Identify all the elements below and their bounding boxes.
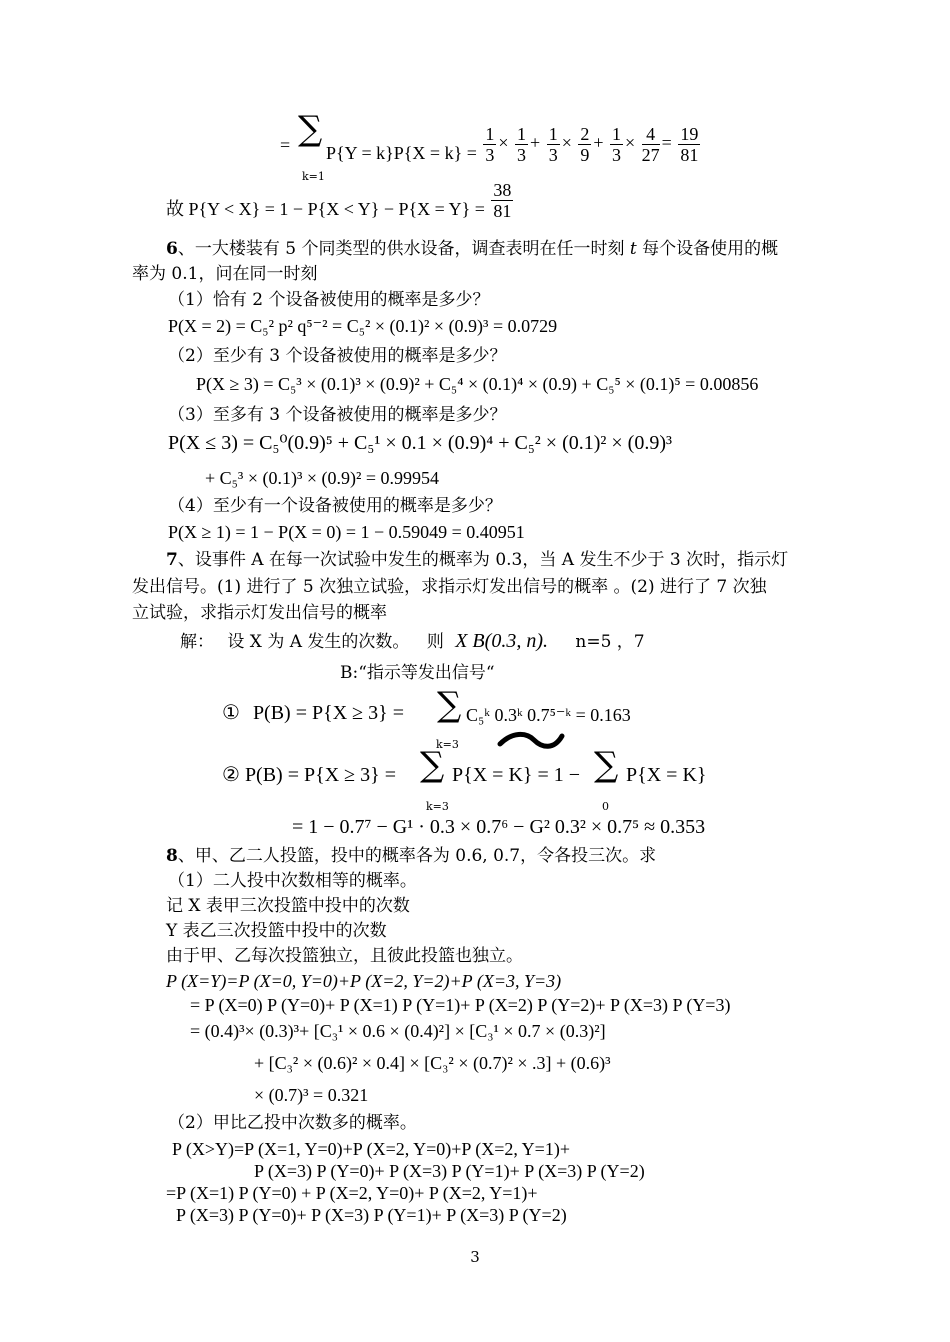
q8-f4: P (X=3) P (Y=0)+ P (X=3) P (Y=1)+ P (X=3) P (Y=2)	[176, 1205, 567, 1225]
q6-part3-answer-line1: P(X ≤ 3) = C₅⁰(0.9)⁵ + C₅¹ × 0.1 × (0.9)⁴ + C₅² × (0.1)² × (0.9)³	[168, 432, 672, 454]
q8-f1: P (X>Y)=P (X=1, Y=0)+P (X=2, Y=0)+P (X=2, Y=1)+	[172, 1139, 570, 1159]
q7-sol-text: 设 X 为 A 发生的次数。	[227, 632, 410, 652]
page-number: 3	[470, 1248, 480, 1266]
q8-eq3: = (0.4)³× (0.3)³+ [C₃¹ × 0.6 × (0.4)²] × [C₃¹ × 0.7 × (0.3)²]	[190, 1021, 606, 1041]
q7-case2-mid: P{X = K} = 1 −	[452, 764, 581, 786]
q8-eq2: = P (X=0) P (Y=0)+ P (X=1) P (Y=1)+ P (X=2) P (Y=2)+ P (X=3) P (Y=3)	[190, 995, 731, 1015]
q7-case2-eq: P(B) = P{X ≥ 3} =	[244, 764, 397, 786]
q7-text-line1	[166, 549, 788, 571]
equals-sign: =	[280, 135, 291, 155]
q8-number: 8	[166, 846, 178, 866]
q7-case2-tail: P{X = K}	[626, 764, 707, 786]
q7-case1-mark: ①	[222, 702, 240, 724]
frac-1b: $\frac{1}{3}$	[517, 124, 527, 165]
q8-eq5: × (0.7)³ = 0.321	[254, 1085, 369, 1105]
q8-line-y-def: Y 表乙三次投篮中投中的次数	[166, 921, 387, 941]
frac-3b: $\frac{4}{27}$	[641, 124, 660, 165]
q7-text-line3: 立试验，求指示灯发出信号的概率	[132, 603, 387, 623]
q7-case1-tail: C₅ᵏ 0.3ᵏ 0.7⁵⁻ᵏ = 0.163	[466, 705, 631, 725]
q8-eq4: + [C₃² × (0.6)² × 0.4] × [C₃² × (0.7)² × .3] + (0.6)³	[254, 1053, 611, 1073]
q7-event-b: B:“指示等发出信号“	[340, 663, 495, 683]
q6-part2-question: （2）至少有 3 个设备被使用的概率是多少？	[168, 346, 507, 366]
frac-2b: $\frac{2}{9}$	[580, 124, 590, 165]
q8-text1: 、甲、乙二人投篮，投中的概率各为 0.6, 0.7，令各投三次。求	[177, 846, 657, 866]
sum-body-text: P{Y = k}P{X = k} =	[326, 142, 477, 163]
q8-line-independence: 由于甲、乙每次投篮独立，且彼此投篮也独立。	[166, 946, 523, 966]
sigma-symbol-4: ∑	[594, 745, 619, 785]
q7-solution-line	[180, 630, 645, 653]
q7-case1-line	[222, 702, 404, 724]
q6-part2-answer: P(X ≥ 3) = C₅³ × (0.1)³ × (0.9)² + C₅⁴ × (0.1)⁴ × (0.9) + C₅⁵ × (0.1)⁵ = 0.00856	[196, 374, 759, 394]
q6-part1-question: （1）恰有 2 个设备被使用的概率是多少？	[168, 290, 490, 310]
q8-f2: P (X=3) P (Y=0)+ P (X=3) P (Y=1)+ P (X=3) P (Y=2)	[254, 1161, 645, 1181]
q6-text1: 、一大楼装有 5 个同类型的供水设备，调查表明在任一时刻	[177, 239, 625, 259]
q6-text2: 每个设备使用的概	[642, 239, 779, 259]
sum-equation-line	[280, 122, 290, 168]
q6-t: t	[629, 239, 637, 259]
sigma-symbol-3: ∑	[420, 745, 445, 785]
frac-2a: $\frac{1}{3}$	[548, 124, 558, 165]
q7-case2-index2: 0	[602, 800, 609, 813]
sigma-symbol-1: ∑	[298, 109, 323, 149]
frac-1a: $\frac{1}{3}$	[485, 124, 495, 165]
gu-prefix: 故	[166, 198, 184, 219]
q6-part4-question: （4）至少有一个设备被使用的概率是多少？	[168, 496, 502, 516]
sum-index-1: k=1	[302, 170, 325, 183]
frac-3a: $\frac{1}{3}$	[612, 124, 621, 165]
q6-part3-answer-line2: + C₅³ × (0.1)³ × (0.9)² = 0.99954	[205, 468, 440, 488]
q7-case1-eq: P(B) = P{X ≥ 3} =	[252, 702, 405, 724]
frac-result-1: $\frac{19}{81}$	[680, 124, 699, 165]
q7-case2-mark: ②	[222, 764, 240, 786]
q8-line-x-def: 记 X 表甲三次投篮中投中的次数	[166, 896, 410, 916]
q7-sol-label: 解：	[180, 632, 214, 652]
q7-case1-index: k=3	[436, 738, 459, 751]
q7-text1: 、设事件 A 在每一次试验中发生的概率为 0.3，当 A 发生不少于 3 次时，指示灯	[177, 550, 789, 570]
sigma-symbol-2: ∑	[437, 685, 462, 725]
q8-part1-question: （1）二人投中次数相等的概率。	[168, 871, 417, 891]
q7-sol-n: n=5 ，7	[575, 632, 645, 652]
q6-text-line2: 率为 0.1，问在同一时刻	[132, 264, 318, 284]
q7-text-line2: 发出信号。(1) 进行了 5 次独立试验，求指示灯发出信号的概率 。(2) 进行了 7 次独	[132, 577, 767, 597]
complement-body: P{Y < X} = 1 − P{X < Y} − P{X = Y} =	[188, 198, 485, 219]
q7-case2-index1: k=3	[426, 800, 449, 813]
q8-f3: =P (X=1) P (Y=0) + P (X=2, Y=0)+ P (X=2, Y=1)+	[166, 1183, 538, 1203]
tilde-scribble-icon	[496, 728, 566, 752]
q8-text-line1	[166, 845, 656, 867]
q6-part1-answer: P(X = 2) = C₅² p² q⁵⁻² = C₅² × (0.1)² × (0.9)³ = 0.0729	[168, 316, 558, 336]
q8-part2-question: （2）甲比乙投中次数多的概率。	[168, 1113, 417, 1133]
q7-case2-line	[222, 764, 396, 786]
q7-case2-line2: = 1 − 0.7⁷ − G¹ · 0.3 × 0.7⁶ − G² 0.3² × 0.7⁵ ≈ 0.353	[292, 816, 706, 838]
q6-part3-question: （3）至多有 3 个设备被使用的概率是多少？	[168, 405, 507, 425]
q6-number: 6	[166, 239, 178, 259]
complement-equation-line	[166, 180, 515, 221]
q6-text-line1	[166, 238, 778, 260]
sum-body: P{Y = k}P{X = k} = $\frac{1}{3}$ × $\frac{1}{3}$ + $\frac{1}{3}$ × $\frac{2}{9}$ + $\frac{1}{3}$ × $\frac{4}{27}$ = $\frac{19}{81}$	[326, 124, 699, 165]
q7-sol-then: 则	[426, 632, 444, 652]
q7-number: 7	[166, 550, 178, 570]
q6-part4-answer: P(X ≥ 1) = 1 − P(X = 0) = 1 − 0.59049 = 0.40951	[168, 522, 525, 542]
frac-result-2: $\frac{38}{81}$	[493, 180, 512, 221]
q8-eq1: P (X=Y)=P (X=0, Y=0)+P (X=2, Y=2)+P (X=3, Y=3)	[166, 971, 562, 991]
q7-sol-dist: X B(0.3, n).	[455, 630, 548, 652]
